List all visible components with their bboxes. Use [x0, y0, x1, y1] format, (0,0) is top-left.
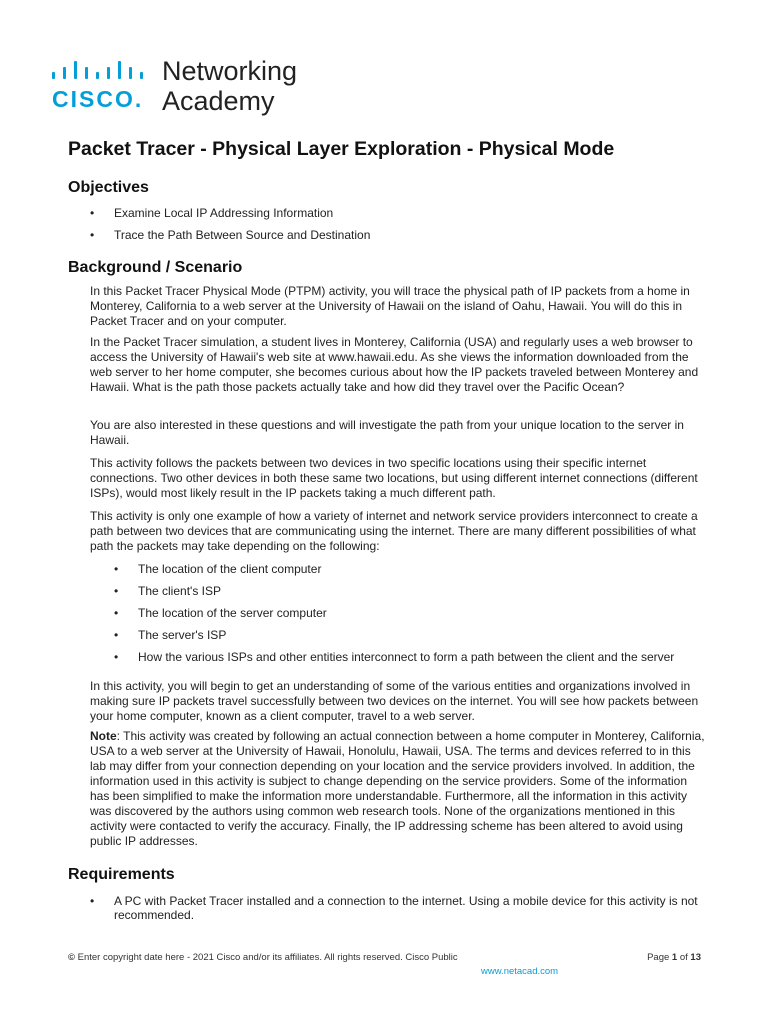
footer-page-number	[647, 952, 701, 963]
page-total: 13	[690, 952, 701, 963]
requirements-heading: Requirements	[68, 866, 175, 883]
background-paragraph: You are also interested in these questions and will investigate the path from your unique location to the server in Hawaii.	[90, 418, 684, 447]
background-paragraph: This activity is only one example of how a variety of internet and network service providers interconnect to create a path between two devices that are communicating using the internet. There are many different possibilities of what path the packets may take depending on the following:	[90, 509, 698, 553]
list-item: • The server's ISP	[114, 628, 674, 642]
copyright-icon: ©	[68, 952, 75, 963]
background-heading: Background / Scenario	[68, 259, 243, 276]
list-item: • The location of the client computer	[114, 562, 674, 576]
page-prefix: Page	[647, 952, 672, 963]
factors-list	[114, 562, 674, 672]
list-item: • A PC with Packet Tracer installed and a connection to the internet. Using a mobile device for this activity is not recommended.	[90, 894, 705, 922]
brand-networking: Networking	[162, 56, 298, 86]
note-label: Note	[90, 729, 117, 743]
cisco-wordmark: CISCO .	[52, 86, 143, 113]
list-item: • Trace the Path Between Source and Destination	[90, 228, 370, 242]
requirements-list	[90, 894, 705, 930]
objectives-list	[90, 206, 370, 250]
cisco-networking-academy-logo	[52, 58, 312, 118]
list-item: • The client's ISP	[114, 584, 674, 598]
list-item: • Examine Local IP Addressing Information	[90, 206, 370, 220]
note-text: : This activity was created by following an actual connection between a home computer in Monterey, California, USA to a web server at the University of Hawaii, Honolulu, Hawaii, USA. The terms and devices referred to in this lab may differ from your connection depending on your location and the service providers involved. In addition, the information used in this activity is subject to change depending on the service providers. Some of the information has been simplified to make the information more understandable. Furthermore, all the information in this activity was discovered by the authors using common web research tools. None of the organizations mentioned in this activity were contacted to verify the accuracy. Finally, the IP addressing scheme has been altered to avoid using public IP addresses.	[90, 729, 705, 848]
cisco-bars-icon	[52, 61, 148, 79]
footer-copyright	[68, 952, 458, 963]
footer-url-link[interactable]: www.netacad.com	[481, 966, 559, 977]
list-item: • The location of the server computer	[114, 606, 674, 620]
note-paragraph	[90, 729, 705, 849]
background-paragraph: This activity follows the packets between two devices in two specific locations using their specific internet connections. Two other devices in both these same two locations, but using different internet connections (different ISPs), would most likely result in the IP packets taking a much different path.	[90, 456, 698, 500]
objectives-heading: Objectives	[68, 179, 149, 196]
brand-academy: Academy	[162, 86, 275, 116]
page-current: 1	[671, 952, 678, 963]
copyright-text: Enter copyright date here - 2021 Cisco and/or its affiliates. All rights reserved. Cisco Public	[75, 952, 458, 963]
background-paragraph: In this activity, you will begin to get an understanding of some of the various entities and organizations involved in making sure IP packets travel successfully between two devices on the internet. You will see how packets between your home computer, known as a client computer, travel to a web server.	[90, 679, 699, 723]
list-item: • How the various ISPs and other entities interconnect to form a path between the client and the server	[114, 650, 674, 664]
page-of: of	[677, 952, 691, 963]
background-paragraph: In this Packet Tracer Physical Mode (PTPM) activity, you will trace the physical path of IP packets from a home in Monterey, California to a web server at the University of Hawaii on the island of Oahu, Hawaii. You will do this in Packet Tracer and on your computer.	[90, 284, 690, 328]
background-paragraph: In the Packet Tracer simulation, a student lives in Monterey, California (USA) and regularly uses a web browser to access the University of Hawaii's web site at www.hawaii.edu. As she views the information downloaded from the web server to her home computer, she becomes curious about how the IP packets traveled between Monterey and Hawaii. What is the path those packets actually take and how did they travel over the Pacific Ocean?	[90, 335, 699, 394]
page-title: Packet Tracer - Physical Layer Exploration - Physical Mode	[68, 138, 615, 160]
